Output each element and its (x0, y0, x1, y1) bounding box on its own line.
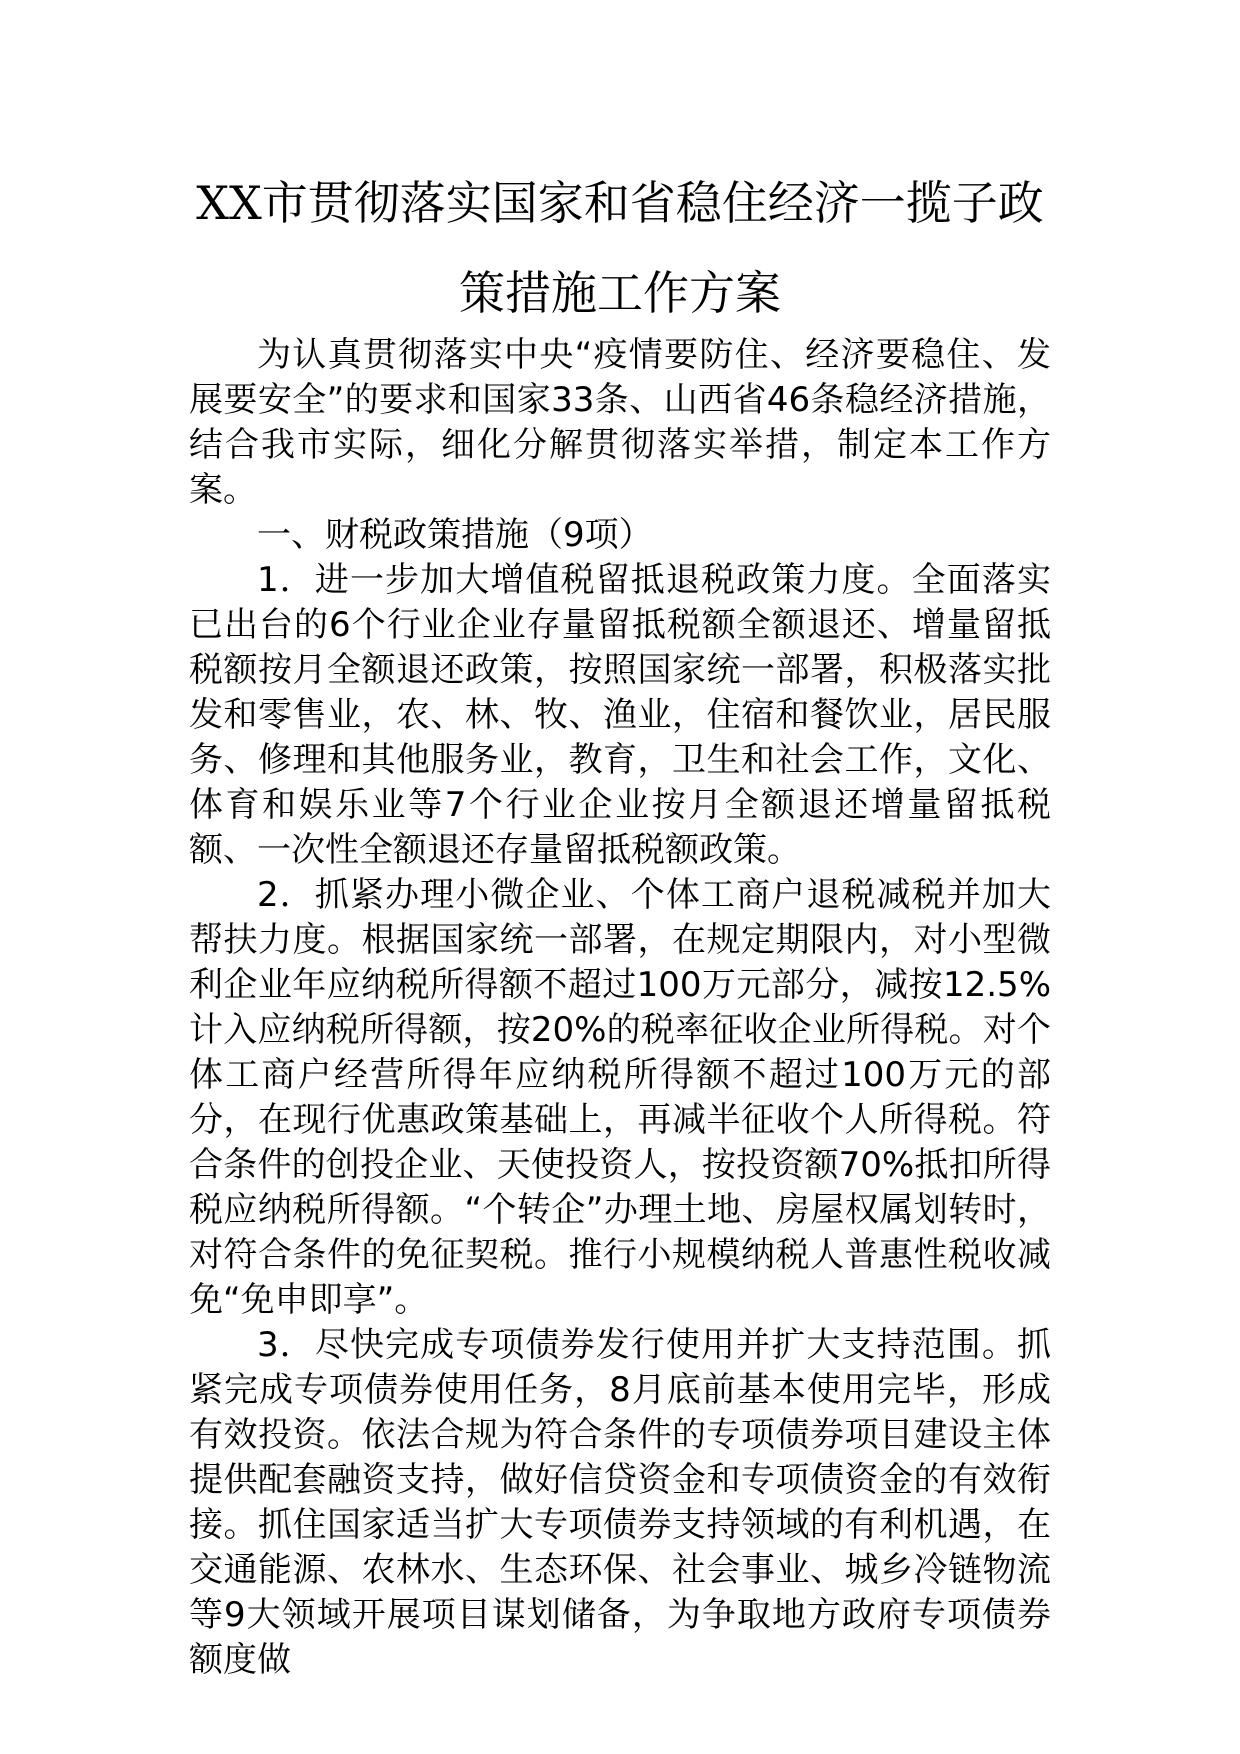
section-heading-fiscal-tax: 一、财税政策措施（9项） (257, 515, 653, 555)
document-title-line-1: XX市贯彻落实国家和省稳住经济一揽子政 (196, 176, 1044, 230)
item-paragraph-2: 2．抓紧办理小微企业、个体工商户退税减税并加大帮扶力度。根据国家统一部署，在规定期限内，对小型微利企业年应纳税所得额不超过100万元部分，减按12.5%计入应纳税所得额，按20%的税率征收企业所得税。对个体工商户经营所得年应纳税所得额不超过100万元的部分，在现行优惠政策基础上，再减半征收个人所得税。符合条件的创投企业、天使投资人，按投资额70%抵扣所得税应纳税所得额。“个转企”办理土地、房屋权属划转时，对符合条件的免征契税。推行小规模纳税人普惠性税收减免“免申即享”。 (189, 875, 1051, 1320)
document-title-line-2: 策措施工作方案 (459, 266, 781, 320)
document-body (189, 333, 1051, 1683)
item-paragraph-3: 3．尽快完成专项债券发行使用并扩大支持范围。抓紧完成专项债券使用任务，8月底前基本使用完毕，形成有效投资。依法合规为符合条件的专项债券项目建设主体提供配套融资支持，做好信贷资金和专项债资金的有效衔接。抓住国家适当扩大专项债券支持领域的有利机遇，在交通能源、农林水、生态环保、社会事业、城乡冷链物流等9大领域开展项目谋划储备，为争取地方政府专项债券额度做 (189, 1325, 1051, 1680)
intro-paragraph: 为认真贯彻落实中央“疫情要防住、经济要稳住、发展要安全”的要求和国家33条、山西省46条稳经济措施，结合我市实际，细化分解贯彻落实举措，制定本工作方案。 (189, 335, 1051, 510)
item-paragraph-1: 1．进一步加大增值税留抵退税政策力度。全面落实已出台的6个行业企业存量留抵税额全额退还、增量留抵税额按月全额退还政策，按照国家统一部署，积极落实批发和零售业，农、林、牧、渔业，住宿和餐饮业，居民服务、修理和其他服务业，教育，卫生和社会工作，文化、体育和娱乐业等7个行业企业按月全额退还增量留抵税额、一次性全额退还存量留抵税额政策。 (189, 560, 1051, 870)
